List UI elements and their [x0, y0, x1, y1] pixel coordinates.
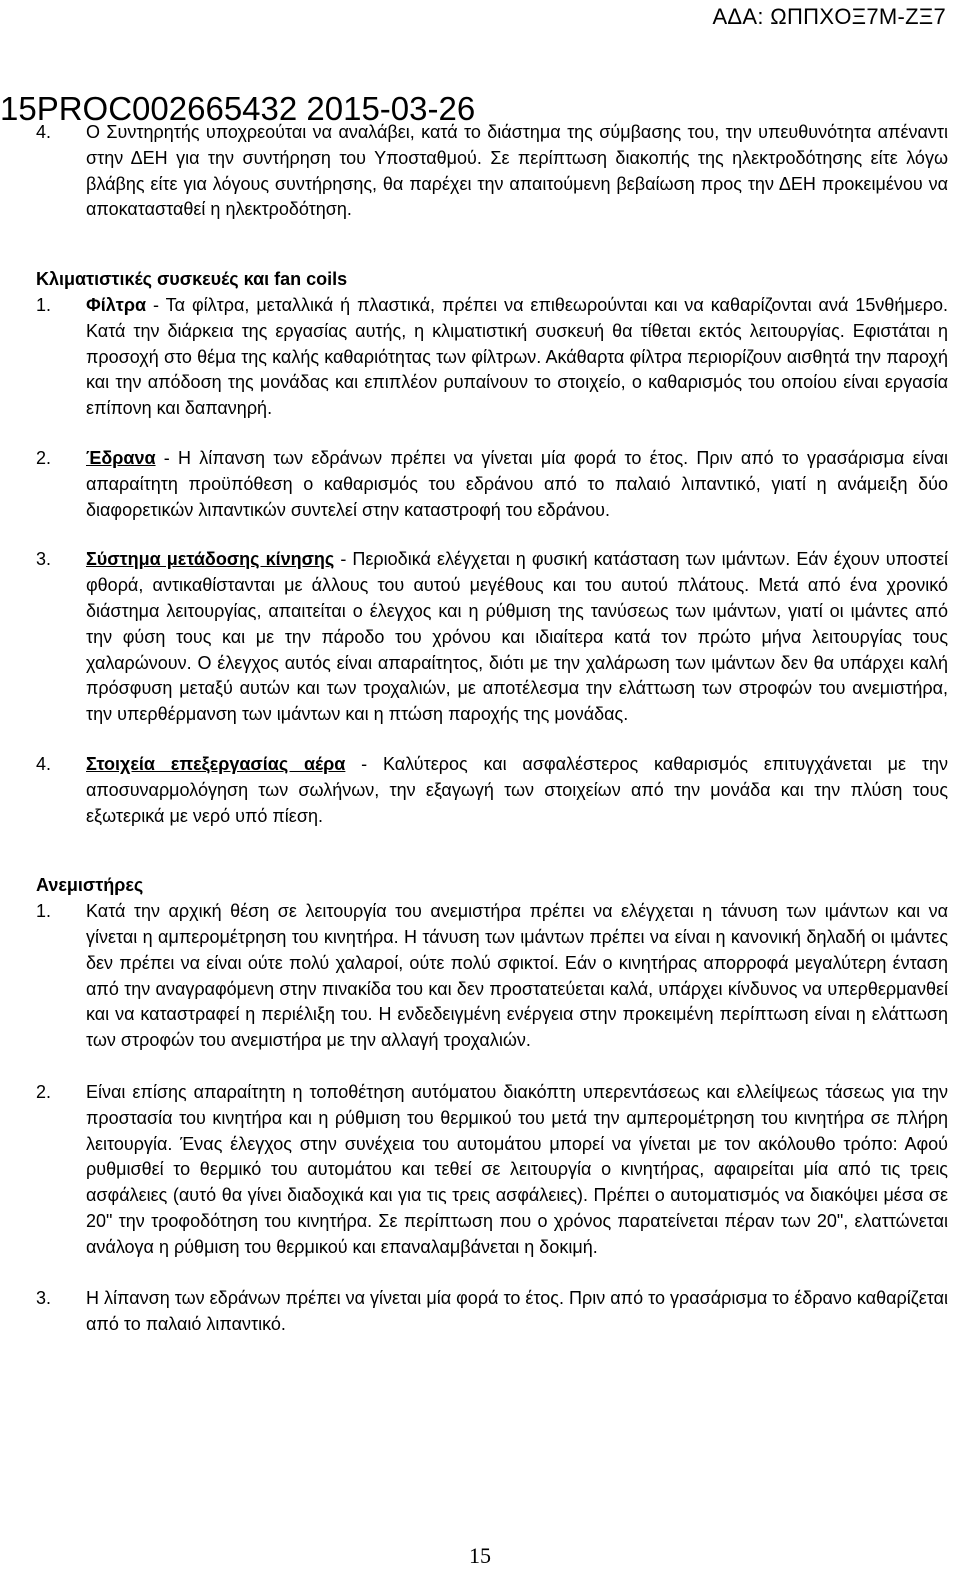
list-item [36, 752, 948, 829]
item-body: - Η λίπανση των εδράνων πρέπει να γίνεται μία φορά το έτος. Πριν από το γρασάρισμα είναι απαραίτητη προϋπόθεση ο καθαρισμός του εδράνου από το παλαιό λιπαντικό, γιατί η ανάμειξη δύο διαφορετικών λιπαντικών συντελεί στην καταστροφή του εδράνου. [86, 447, 948, 520]
ada-code: ΑΔΑ: ΩΠΠΧΟΞ7Μ-ΖΞ7 [712, 4, 946, 29]
item-number: 3. [36, 1288, 52, 1309]
item-number: 4. [36, 122, 52, 142]
list-item [36, 1286, 948, 1338]
item-text [86, 293, 948, 422]
document-body [36, 120, 948, 1338]
list-item [36, 1080, 948, 1261]
item-text [86, 752, 948, 829]
item-body: - Περιοδικά ελέγχεται η φυσική κατάσταση των ιμάντων. Εάν έχουν υποστεί φθορά, αντικαθίστανται με άλλους του αυτού μεγέθους και του αυτού πλάτους. Μετά από ένα χρονικό διάστημα λειτουργίας, απαιτείται ο έλεγχος και η ρύθμιση της τανύσεως των ιμάντων, γιατί οι ιμάντες από την φύση τους και με την πάροδο του χρόνου και ιδιαίτερα κατά τον πρώτο μήνα λειτουργίας τους χαλαρώνουν. Ο έλεγχος αυτός είναι απαραίτητος, διότι με την χαλάρωση των ιμάντων δεν θα υπάρχει καλή πρόσφυση μεταξύ αυτών και των τροχαλιών, με αποτέλεσμα την ελάττωση των στροφών του ανεμιστήρα, την υπερθέρμανση των ιμάντων και η πτώση παροχής της μονάδας. [86, 549, 948, 725]
page-number: 15 [469, 1543, 491, 1568]
item-body: - Τα φίλτρα, μεταλλικά ή πλαστικά, πρέπει να επιθεωρούνται και να καθαρίζονται ανά 15νθήμερο. Κατά την διάρκεια της εργασίας αυτής, η κλιματιστική συσκευή θα τίθεται εκτός λειτουργίας. Εφιστάται η προσοχή στο θέμα της καλής καθαριότητας των φίλτρων. Ακάθαρτα φίλτρα περιορίζουν αισθητά την παροχή και την απόδοση της μονάδας και επιπλέον ρυπαίνουν το στοιχείο, ο καθαρισμός του οποίου είναι εργασία επίπονη και δαπανηρή. [86, 294, 948, 419]
item-number: 2. [36, 447, 52, 468]
item-lead: Στοιχεία επεξεργασίας αέρα [86, 753, 346, 774]
list-item [36, 446, 948, 523]
item-number: 3. [36, 549, 52, 570]
item-number: 1. [36, 901, 52, 922]
item-number: 1. [36, 294, 52, 315]
item-text [86, 547, 948, 728]
list-item [36, 547, 948, 728]
item-number: 4. [36, 753, 52, 774]
item-text: Είναι επίσης απαραίτητη η τοποθέτηση αυτόματου διακόπτη υπερεντάσεως και ελλείψεως τάσεως για την προστασία του κινητήρα και η ρύθμιση του θερμικού του μετά την αμπερομέτρηση του κινητήρα σε πλήρη λειτουργία. Ένας έλεγχος στην συνέχεια του αυτομάτου μπορεί να γίνεται με τον ακόλουθο τρόπο: Αφού ρυθμισθεί το θερμικό του αυτομάτου και τεθεί σε λειτουργία ο κινητήρας, αφαιρείται μία από τις τρεις ασφάλειες (αυτό θα γίνει διαδοχικά και για τις τρεις ασφάλειες). Πρέπει ο αυτοματισμός να διακόψει μέσα σε 20" την τροφοδότηση του κινητήρα. Σε περίπτωση που ο χρόνος παρατείνεται πέραν των 20", ελαττώνεται ανάλογα η ρύθμιση του θερμικού και επαναλαμβάνεται η δοκιμή. [86, 1081, 948, 1257]
list-item [36, 293, 948, 422]
item-number: 2. [36, 1081, 52, 1102]
item-lead: Σύστημα μετάδοσης κίνησης [86, 549, 335, 570]
item-body: - Καλύτερος και ασφαλέστερος καθαρισμός επιτυγχάνεται με την αποσυναρμολόγηση των σωλήνων, την εξαγωγή των στοιχείων από την μονάδα και την πλύση τους εξωτερικά με νερό υπό πίεση. [86, 753, 949, 826]
item-text: Κατά την αρχική θέση σε λειτουργία του ανεμιστήρα πρέπει να ελέγχεται η τάνυση των ιμάντων και να γίνεται η αμπερομέτρηση του κινητήρα. Η τάνυση των ιμάντων πρέπει να είναι η κανονική δηλαδή οι ιμάντες δεν πρέπει να είναι ούτε πολύ χαλαροί, ούτε πολύ σφικτοί. Εάν ο κινητήρας απορροφά μεγαλύτερη ένταση από την αναγραφόμενη στην πινακίδα του και δεν προστατεύεται καλά, υπάρχει κίνδυνος να υπερθερμανθεί και να καταστραφεί η περιέλιξη του. Η ενδεδειγμένη ενέργεια στην προκειμένη περίπτωση είναι η ελάττωση των στροφών του ανεμιστήρα με την αλλαγή τροχαλιών. [86, 901, 948, 1051]
intro-item [36, 120, 948, 223]
item-text: Ο Συντηρητής υποχρεούται να αναλάβει, κατά το διάστημα της σύμβασης του, την υπευθυνότητα απέναντι στην ΔΕΗ για την συντήρηση του Υποσταθμού. Σε περίπτωση διακοπής της ηλεκτροδότησης είτε λόγω βλάβης είτε για λόγους συντήρησης, θα παρέχει την απαιτούμενη βεβαίωση προς την ΔΕΗ προκειμένου να αποκατασταθεί η ηλεκτροδότηση. [86, 122, 948, 220]
item-lead: Φίλτρα [86, 294, 147, 315]
item-text: Η λίπανση των εδράνων πρέπει να γίνεται μία φορά το έτος. Πριν από το γρασάρισμα το έδρανο καθαρίζεται από το παλαιό λιπαντικό. [86, 1288, 948, 1335]
item-lead: Έδρανα [86, 447, 156, 468]
section-title-air-conditioners: Κλιματιστικές συσκευές και fan coils [36, 269, 348, 290]
protocol-stamp: 15PROC002665432 2015-03-26 [0, 90, 476, 127]
section-title-fans: Ανεμιστήρες [36, 875, 144, 896]
list-item [36, 899, 948, 1054]
item-text [86, 446, 948, 523]
